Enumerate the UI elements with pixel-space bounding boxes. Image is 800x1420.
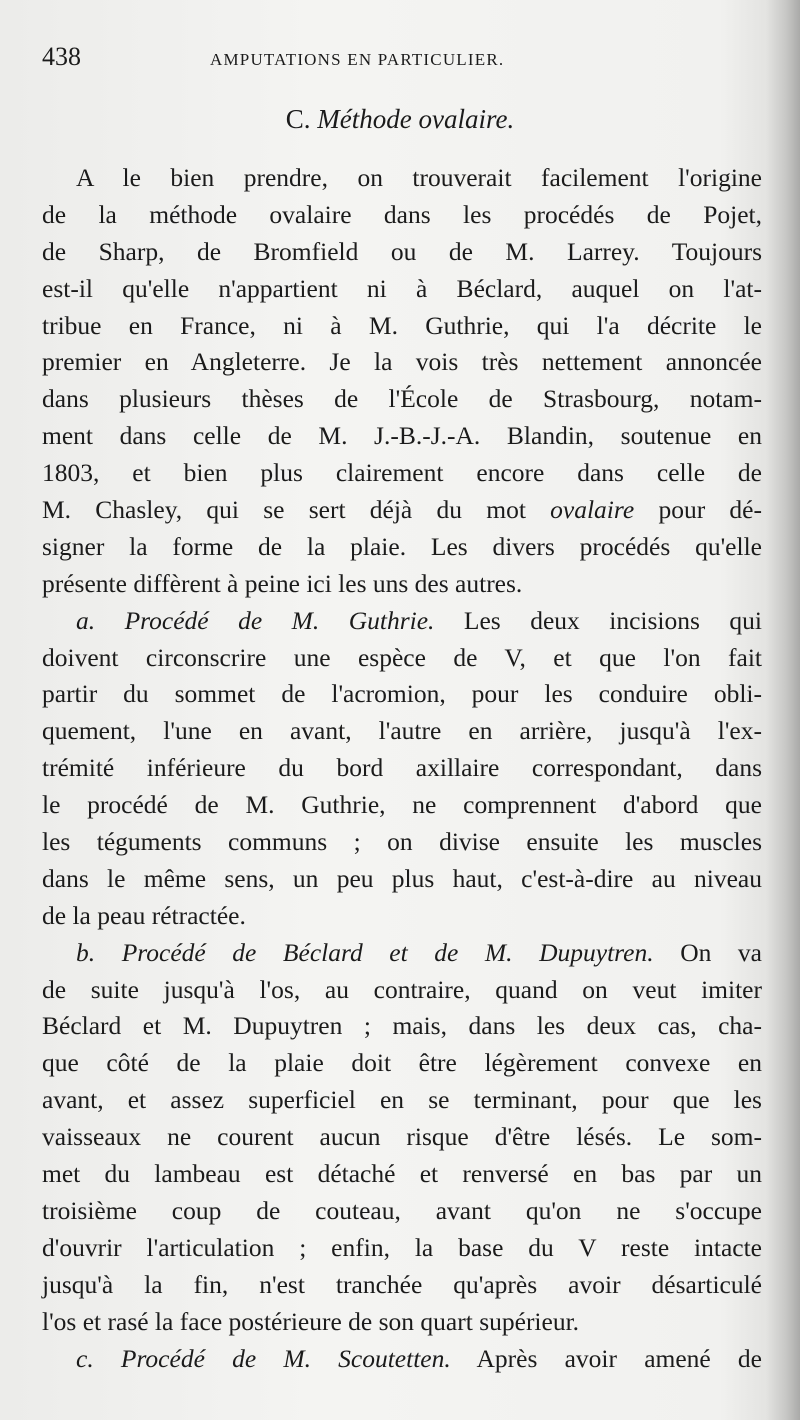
- italic-text: a. Procédé de M. Guthrie.: [76, 605, 435, 635]
- text-segment: signer la forme de la plaie. Les divers procédés qu'elle: [42, 531, 762, 561]
- text-segment: de la peau rétractée.: [42, 900, 246, 930]
- text-line: [42, 529, 762, 566]
- section-letter: C.: [285, 104, 311, 134]
- text-line: [42, 676, 762, 713]
- text-line: [42, 344, 762, 381]
- text-segment: l'os et rasé la face postérieure de son quart supérieur.: [42, 1306, 580, 1336]
- page-number: 438: [42, 42, 81, 71]
- text-segment: Après avoir amené de: [450, 1343, 762, 1373]
- text-segment: de la méthode ovalaire dans les procédés de Pojet,: [42, 199, 762, 229]
- text-line: [42, 308, 762, 345]
- text-segment: pour dé-: [634, 495, 762, 525]
- text-segment: Béclard et M. Dupuytren ; mais, dans les deux cas, cha-: [42, 1011, 762, 1041]
- text-line: [42, 640, 762, 677]
- text-line: [42, 492, 762, 529]
- text-segment: le procédé de M. Guthrie, ne comprennent d'abord que: [42, 790, 762, 820]
- text-line: [42, 1119, 762, 1156]
- text-line: [42, 713, 762, 750]
- text-segment: ment dans celle de M. J.-B.-J.-A. Blandin, soutenue en: [42, 421, 762, 451]
- body-text: [42, 160, 762, 1377]
- text-line: [42, 1008, 762, 1045]
- spine-shadow: [766, 0, 800, 1420]
- text-line: [42, 381, 762, 418]
- section-name: Méthode ovalaire.: [317, 104, 515, 134]
- text-line: [42, 418, 762, 455]
- text-segment: jusqu'à la fin, n'est tranchée qu'après avoir désarticulé: [42, 1269, 762, 1299]
- text-line: [42, 1045, 762, 1082]
- text-line: [42, 898, 762, 935]
- text-segment: tribue en France, ni à M. Guthrie, qui l'a décrite le: [42, 310, 762, 340]
- text-segment: d'ouvrir l'articulation ; enfin, la base du V reste intacte: [42, 1232, 762, 1262]
- italic-text: c. Procédé de M. Scoutetten.: [76, 1343, 451, 1373]
- italic-text: ovalaire: [550, 495, 635, 525]
- text-segment: de suite jusqu'à l'os, au contraire, quand on veut imiter: [42, 974, 762, 1004]
- text-line: [42, 972, 762, 1009]
- text-line: [42, 1230, 762, 1267]
- text-line: [42, 234, 762, 271]
- text-segment: A le bien prendre, on trouverait facilement l'origine: [76, 163, 762, 192]
- text-segment: dans le même sens, un peu plus haut, c'est-à-dire au niveau: [42, 863, 762, 893]
- text-segment: On va: [653, 937, 762, 967]
- italic-text: b. Procédé de Béclard et de M. Dupuytren.: [76, 937, 654, 967]
- text-line: [42, 1341, 762, 1378]
- text-line: [42, 1193, 762, 1230]
- text-segment: avant, et assez superficiel en se terminant, pour que les: [42, 1085, 762, 1115]
- text-segment: les téguments communs ; on divise ensuite les muscles: [42, 827, 762, 857]
- text-segment: vaisseaux ne courent aucun risque d'être lésés. Le som-: [42, 1122, 762, 1152]
- text-segment: premier en Angleterre. Je la vois très nettement annoncée: [42, 347, 762, 377]
- text-line: [42, 1267, 762, 1304]
- running-head: AMPUTATIONS EN PARTICULIER.: [210, 50, 505, 69]
- text-segment: partir du sommet de l'acromion, pour les conduire obli-: [42, 679, 762, 709]
- text-line: [42, 1156, 762, 1193]
- text-line: [42, 271, 762, 308]
- text-segment: trémité inférieure du bord axillaire correspondant, dans: [42, 753, 762, 783]
- text-line: [42, 1082, 762, 1119]
- text-segment: présente diffèrent à peine ici les uns des autres.: [42, 568, 523, 598]
- text-segment: 1803, et bien plus clairement encore dans celle de: [42, 458, 762, 488]
- text-line: [42, 455, 762, 492]
- section-title: [0, 104, 800, 135]
- text-segment: de Sharp, de Bromfield ou de M. Larrey. Toujours: [42, 236, 762, 266]
- text-line: [42, 160, 762, 197]
- text-line: [42, 787, 762, 824]
- text-segment: M. Chasley, qui se sert déjà du mot: [42, 495, 551, 525]
- text-line: [42, 603, 762, 640]
- text-line: [42, 750, 762, 787]
- text-segment: est-il qu'elle n'appartient ni à Béclard, auquel on l'at-: [42, 273, 762, 303]
- text-segment: met du lambeau est détaché et renversé en bas par un: [42, 1159, 762, 1189]
- text-line: [42, 566, 762, 603]
- text-line: [42, 861, 762, 898]
- text-segment: Les deux incisions qui: [434, 605, 762, 635]
- text-segment: quement, l'une en avant, l'autre en arrière, jusqu'à l'ex-: [42, 716, 762, 746]
- text-line: [42, 1304, 762, 1341]
- text-segment: doivent circonscrire une espèce de V, et que l'on fait: [42, 642, 762, 672]
- text-line: [42, 824, 762, 861]
- text-line: [42, 935, 762, 972]
- text-segment: que côté de la plaie doit être légèrement convexe en: [42, 1048, 762, 1078]
- text-segment: dans plusieurs thèses de l'École de Strasbourg, notam-: [42, 384, 762, 414]
- text-segment: troisième coup de couteau, avant qu'on ne s'occupe: [42, 1195, 762, 1225]
- page-header: [42, 42, 762, 78]
- text-line: [42, 197, 762, 234]
